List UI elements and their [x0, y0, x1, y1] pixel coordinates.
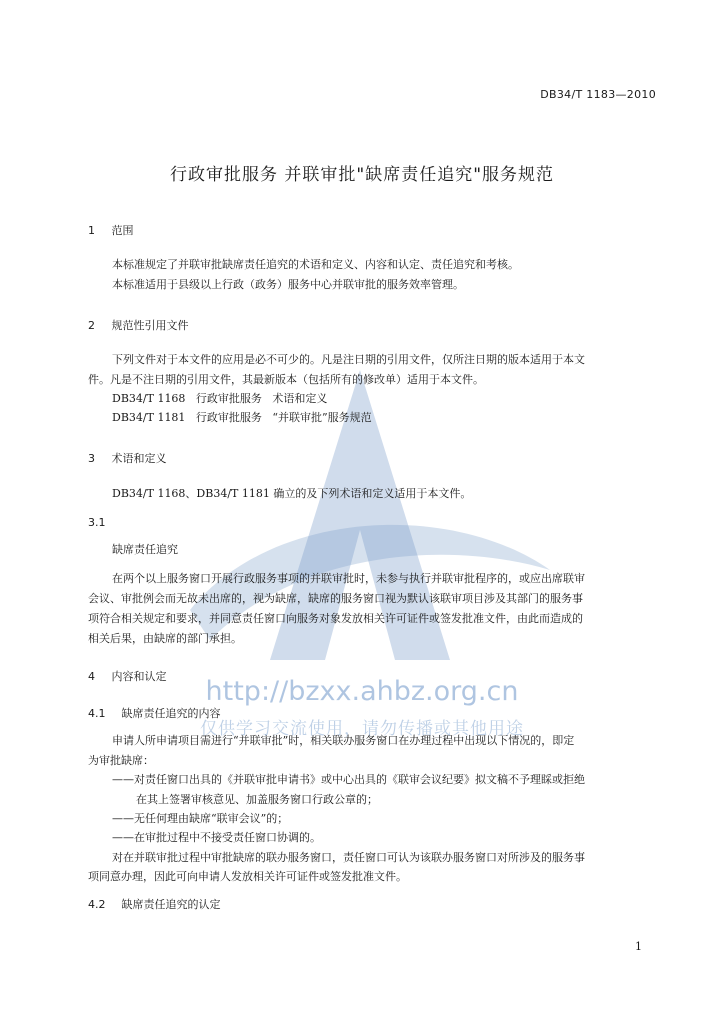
paragraph: 为审批缺席： [88, 754, 154, 767]
paragraph: 在两个以上服务窗口开展行政服务事项的并联审批时，未参与执行并联审批程序的，或应出席联审 [112, 572, 585, 585]
watermark-url: http://bzxx.ahbz.org.cn [205, 676, 519, 707]
paragraph: 下列文件对于本文件的应用是必不可少的。凡是注日期的引用文件，仅所注日期的版本适用于本文 [112, 353, 585, 366]
paragraph: 本标准规定了并联审批缺席责任追究的术语和定义、内容和认定、责任追究和考核。 [112, 258, 519, 271]
subsection-title: 缺席责任追究的认定 [121, 898, 221, 911]
paragraph: 相关后果，由缺席的部门承担。 [88, 632, 242, 645]
subsection-number: 4.2 [88, 898, 106, 911]
reference-item: DB34/T 1168 行政审批服务 术语和定义 [112, 392, 328, 405]
paragraph: DB34/T 1168、DB34/T 1181 确立的及下列术语和定义适用于本文件。 [112, 487, 472, 500]
list-item: ——在审批过程中不接受责任窗口协调的。 [112, 831, 321, 844]
standard-code: DB34/T 1183—2010 [540, 88, 656, 101]
section-number: 3 [88, 452, 95, 465]
section-1-heading [88, 222, 134, 238]
list-item: ——对责任窗口出具的《并联审批申请书》或中心出具的《联审会议纪要》拟文稿不予理睬或拒绝 [112, 773, 585, 786]
paragraph: 申请人所申请项目需进行“并联审批”时，相关联办服务窗口在办理过程中出现以下情况的，即定 [112, 734, 575, 747]
section-3-heading [88, 450, 167, 466]
section-number: 4 [88, 670, 95, 683]
paragraph: 项符合相关规定和要求，并同意责任窗口向服务对象发放相关许可证件或签发批准文件，由此而造成的 [88, 612, 583, 625]
reference-item: DB34/T 1181 行政审批服务 “并联审批”服务规范 [112, 411, 372, 424]
subsection-number: 3.1 [88, 516, 106, 529]
subsection-number: 4.1 [88, 707, 106, 720]
paragraph: 会议、审批例会而无故未出席的，视为缺席，缺席的服务窗口视为默认该联审项目涉及其部门的服务事 [88, 592, 583, 605]
subsection-4-2-heading [88, 896, 221, 912]
list-item: ——无任何理由缺席“联审会议”的； [112, 812, 289, 825]
document-title: 行政审批服务 并联审批"缺席责任追究"服务规范 [169, 165, 555, 185]
watermark-note: 仅供学习交流使用，请勿传播或其他用途 [200, 719, 524, 739]
paragraph: 对在并联审批过程中审批缺席的联办服务窗口，责任窗口可认为该联办服务窗口对所涉及的服务事 [112, 851, 585, 864]
section-title: 内容和认定 [111, 670, 167, 683]
list-item-continuation: 在其上签署审核意见、加盖服务窗口行政公章的； [136, 793, 378, 806]
section-title: 范围 [111, 224, 134, 237]
page-number: 1 [635, 940, 642, 953]
paragraph: 本标准适用于县级以上行政（政务）服务中心并联审批的服务效率管理。 [112, 278, 464, 291]
subsection-title: 缺席责任追究的内容 [121, 707, 221, 720]
section-title: 规范性引用文件 [111, 319, 189, 332]
section-title: 术语和定义 [111, 452, 167, 465]
paragraph: 项同意办理，因此可向申请人发放相关许可证件或签发批准文件。 [88, 870, 407, 883]
section-number: 2 [88, 319, 95, 332]
paragraph: 件。凡是不注日期的引用文件，其最新版本（包括所有的修改单）适用于本文件。 [88, 373, 484, 386]
term-name: 缺席责任追究 [112, 543, 178, 556]
section-number: 1 [88, 224, 95, 237]
section-2-heading [88, 317, 189, 333]
